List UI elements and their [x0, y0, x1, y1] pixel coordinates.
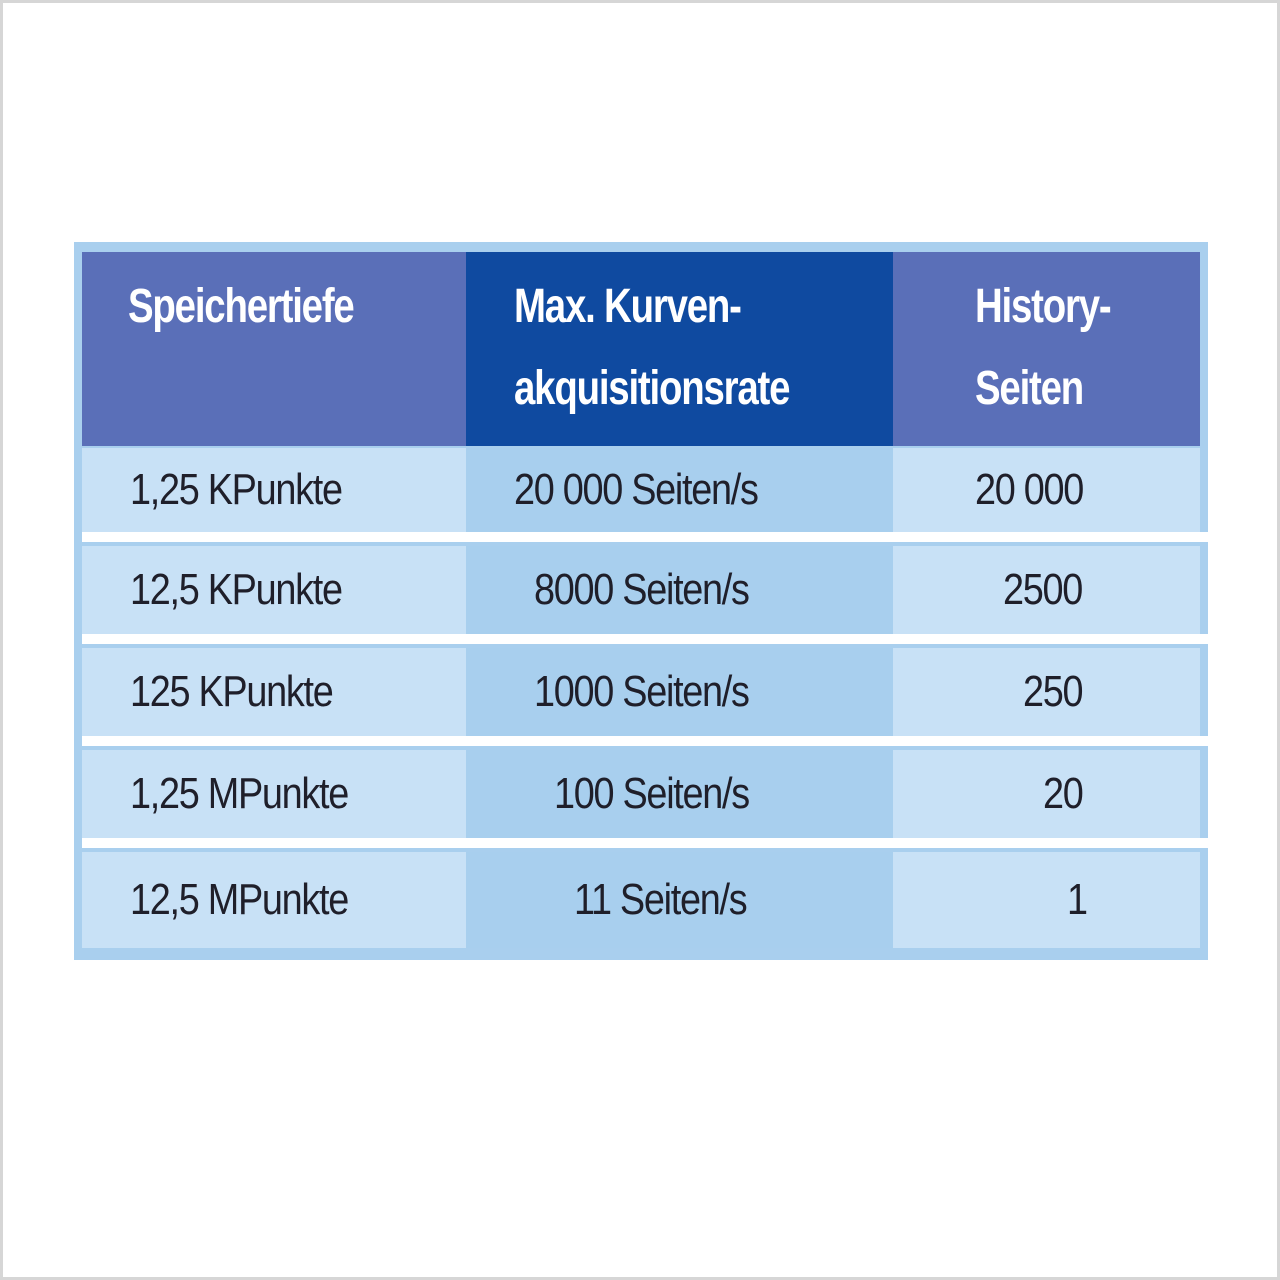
row-separator: [82, 634, 1208, 644]
memory-depth-value: 12,5 KPunkte: [130, 565, 342, 614]
header-cell-acquisition-rate: [466, 252, 893, 446]
acquisition-rate-value: 11 Seiten/s: [574, 875, 747, 924]
history-pages-value: 20: [1043, 769, 1083, 818]
history-pages-value: 20 000: [975, 465, 1083, 514]
acquisition-rate-value: 1000 Seiten/s: [534, 667, 749, 716]
memory-depth-value: 1,25 MPunkte: [130, 769, 349, 818]
table-cell: [893, 852, 1200, 948]
row-separator: [82, 532, 1208, 542]
header-acquisition-rate-line1: Max. Kurven-: [514, 280, 741, 333]
header-history-pages-line2: Seiten: [975, 362, 1084, 415]
acquisition-rate-value: 100 Seiten/s: [554, 769, 749, 818]
header-cell-memory-depth: [82, 252, 466, 446]
history-pages-value: 2500: [1003, 565, 1083, 614]
memory-depth-value: 1,25 KPunkte: [130, 465, 342, 514]
row-separator: [82, 736, 1208, 746]
header-cell-history-pages: [893, 252, 1200, 446]
comparison-table: [74, 242, 1208, 960]
history-pages-value: 1: [1067, 875, 1087, 924]
history-pages-value: 250: [1023, 667, 1083, 716]
acquisition-rate-value: 8000 Seiten/s: [534, 565, 749, 614]
memory-depth-value: 12,5 MPunkte: [130, 875, 349, 924]
header-memory-depth-line1: Speichertiefe: [128, 280, 354, 333]
header-acquisition-rate-line2: akquisitionsrate: [514, 362, 790, 415]
acquisition-rate-value: 20 000 Seiten/s: [514, 465, 758, 514]
header-history-pages-line1: History-: [975, 280, 1111, 333]
row-separator: [82, 838, 1208, 848]
memory-depth-value: 125 KPunkte: [130, 667, 333, 716]
